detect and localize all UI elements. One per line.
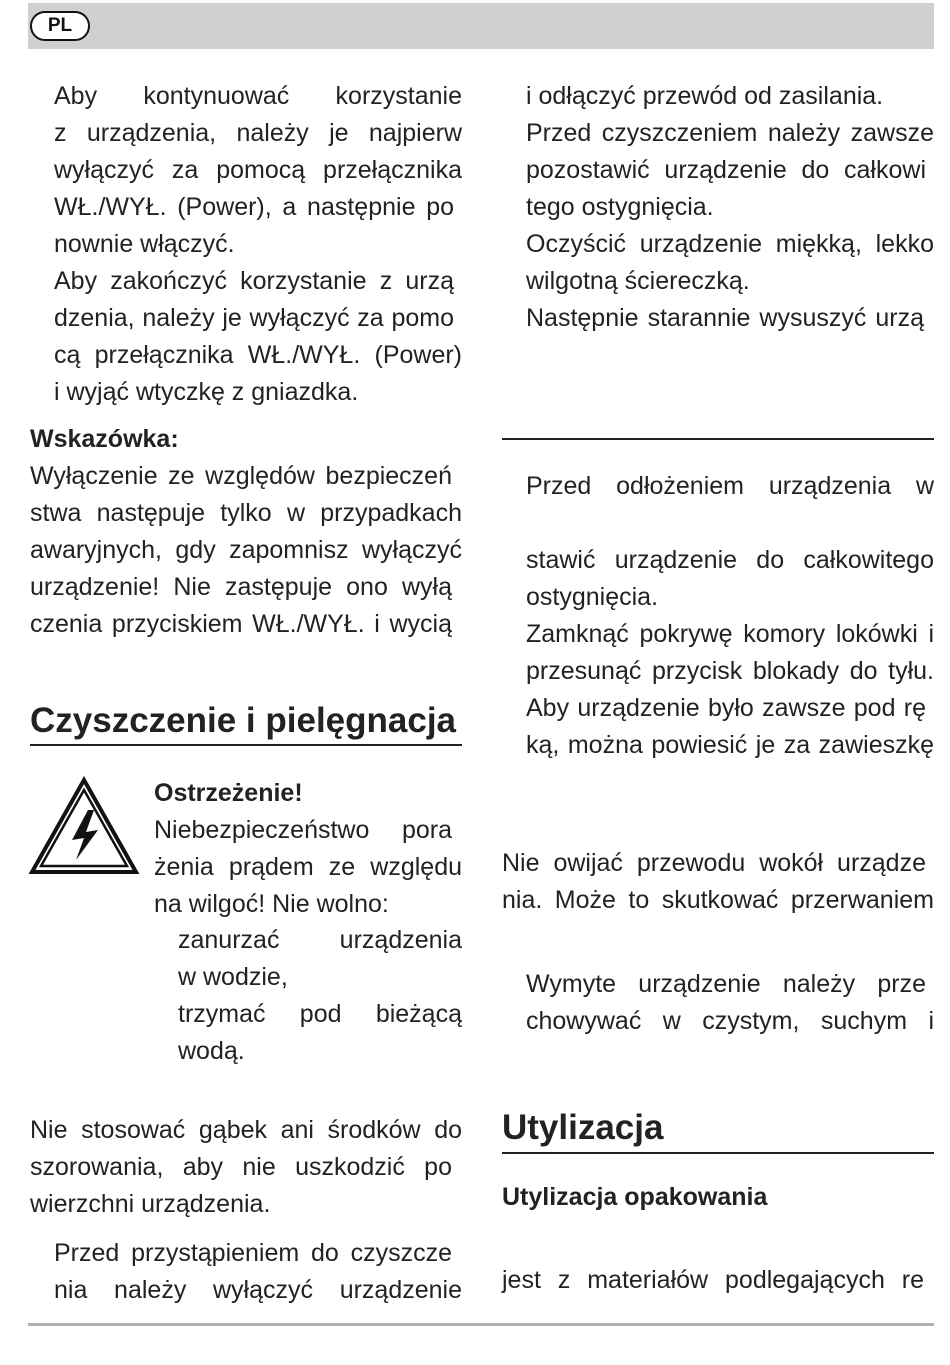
text-line: tego ostygnięcia. <box>526 193 714 221</box>
text-line: Aby zakończyć korzystanie z urzą <box>54 267 454 295</box>
warning-list-item: w wodzie, <box>178 963 288 991</box>
text-line: pozostawić urządzenie do całkowi <box>526 156 926 184</box>
footer-rule <box>28 1323 934 1326</box>
text-line: ką, można powiesić je za zawieszkę <box>526 731 934 759</box>
text-line: Zamknąć pokrywę komory lokówki i <box>526 620 934 648</box>
text-line: nia należy wyłączyć urządzenie <box>54 1276 462 1304</box>
section-divider <box>502 438 934 440</box>
text-line: Wymyte urządzenie należy prze <box>526 970 926 998</box>
high-voltage-warning-icon <box>28 776 140 876</box>
text-line: i wyjąć wtyczkę z gniazdka. <box>54 378 359 406</box>
section-divider <box>502 1152 934 1154</box>
text-line: urządzenie! Nie zastępuje ono wyłą <box>30 573 452 601</box>
text-line: Oczyścić urządzenie miękką, lekko <box>526 230 934 258</box>
text-line: szorowania, aby nie uszkodzić po <box>30 1153 452 1181</box>
text-line: wyłączyć za pomocą przełącznika <box>54 156 462 184</box>
text-line: chowywać w czystym, suchym i <box>526 1007 934 1035</box>
text-line: jest z materiałów podlegających re <box>502 1266 924 1294</box>
text-line: Niebezpieczeństwo pora <box>154 816 452 844</box>
section-title: Utylizacja <box>502 1108 664 1147</box>
text-line: Przed odłożeniem urządzenia w <box>526 472 934 500</box>
section-divider <box>30 744 462 746</box>
text-line: Przed czyszczeniem należy zawsze <box>526 119 934 147</box>
subsection-title: Utylizacja opakowania <box>502 1183 768 1211</box>
text-line: i odłączyć przewód od zasilania. <box>526 82 884 110</box>
text-line: WŁ./WYŁ. (Power), a następnie po <box>54 193 454 221</box>
hint-title: Wskazówka: <box>30 425 179 453</box>
text-line: Przed przystąpieniem do czyszcze <box>54 1239 452 1267</box>
text-line: Nie owijać przewodu wokół urządze <box>502 849 926 877</box>
text-line: żenia prądem ze względu <box>154 853 462 881</box>
text-line: Aby kontynuować korzystanie <box>54 82 462 110</box>
warning-list-item: zanurzać urządzenia <box>178 926 462 954</box>
text-line: na wilgoć! Nie wolno: <box>154 890 389 918</box>
section-title: Czyszczenie i pielęgnacja <box>30 701 457 740</box>
language-badge: PL <box>30 11 90 41</box>
text-line: dzenia, należy je wyłączyć za pomo <box>54 304 454 332</box>
text-line: Następnie starannie wysuszyć urzą <box>526 304 924 332</box>
text-line: Aby urządzenie było zawsze pod rę <box>526 694 926 722</box>
text-line: ostygnięcia. <box>526 583 659 611</box>
text-line: wierzchni urządzenia. <box>30 1190 271 1218</box>
warning-title: Ostrzeżenie! <box>154 779 303 807</box>
warning-list-item: wodą. <box>178 1037 245 1065</box>
text-line: nownie włączyć. <box>54 230 235 258</box>
text-line: z urządzenia, należy je najpierw <box>54 119 462 147</box>
text-line: wilgotną ściereczką. <box>526 267 750 295</box>
text-line: przesunąć przycisk blokady do tyłu. <box>526 657 934 685</box>
text-line: nia. Może to skutkować przerwaniem <box>502 886 934 914</box>
text-line: Wyłączenie ze względów bezpieczeń <box>30 462 452 490</box>
text-line: cą przełącznika WŁ./WYŁ. (Power) <box>54 341 462 369</box>
text-line: stwa następuje tylko w przypadkach <box>30 499 462 527</box>
text-line: stawić urządzenie do całkowitego <box>526 546 934 574</box>
text-line: czenia przyciskiem WŁ./WYŁ. i wycią <box>30 610 452 638</box>
text-line: awaryjnych, gdy zapomnisz wyłączyć <box>30 536 462 564</box>
header-bar <box>28 3 934 49</box>
warning-list-item: trzymać pod bieżącą <box>178 1000 462 1028</box>
text-line: Nie stosować gąbek ani środków do <box>30 1116 462 1144</box>
